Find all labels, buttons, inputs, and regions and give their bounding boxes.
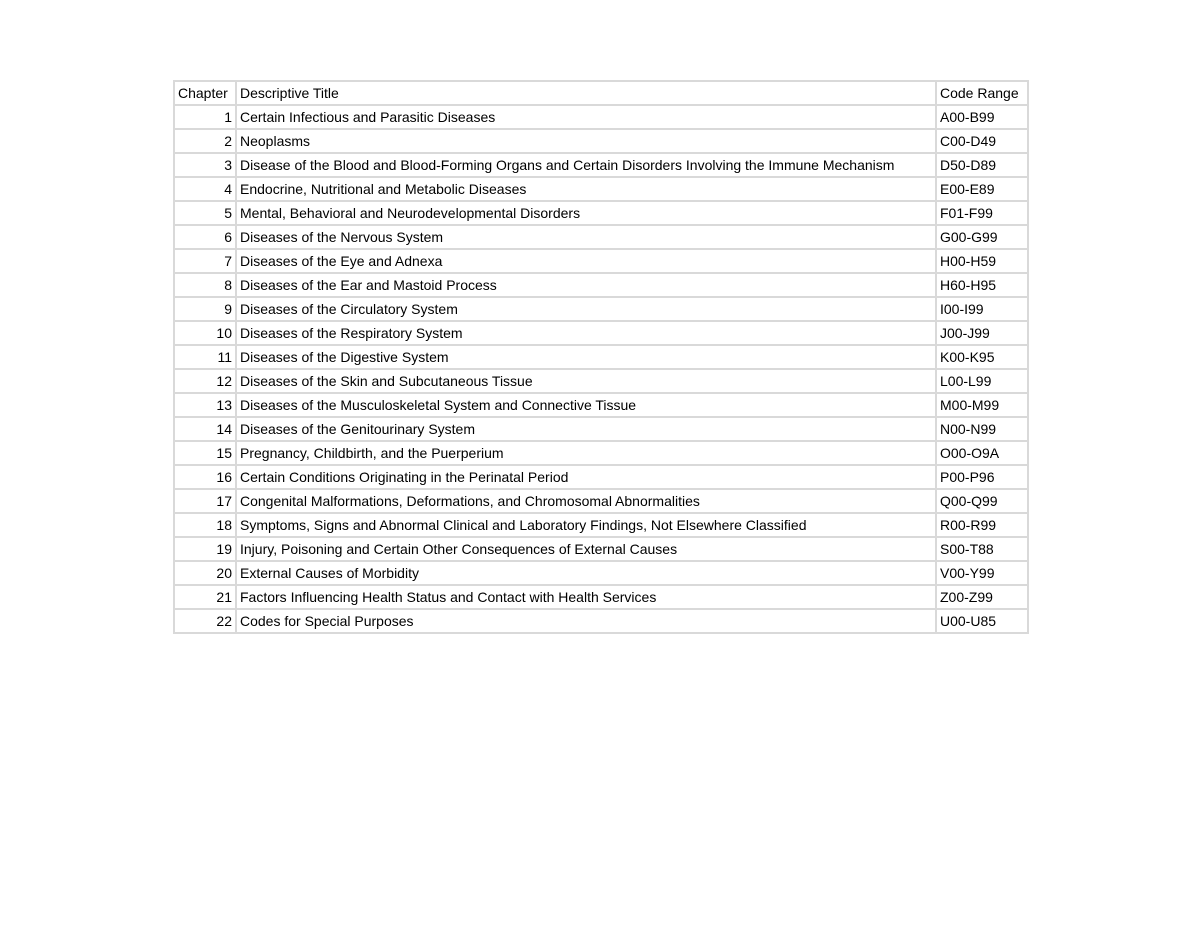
chapter-number: 3 [174, 153, 236, 177]
table-row [174, 273, 1028, 297]
table-row [174, 393, 1028, 417]
chapter-title: External Causes of Morbidity [236, 561, 936, 585]
code-range: F01-F99 [936, 201, 1028, 225]
table-row [174, 465, 1028, 489]
header-code-range: Code Range [936, 81, 1028, 105]
chapter-number: 7 [174, 249, 236, 273]
table-row [174, 513, 1028, 537]
table-row [174, 585, 1028, 609]
chapter-title: Diseases of the Ear and Mastoid Process [236, 273, 936, 297]
code-range: D50-D89 [936, 153, 1028, 177]
chapter-number: 20 [174, 561, 236, 585]
chapter-title: Congenital Malformations, Deformations, and Chromosomal Abnormalities [236, 489, 936, 513]
chapter-number: 10 [174, 321, 236, 345]
table-row [174, 441, 1028, 465]
table-row [174, 369, 1028, 393]
code-range: K00-K95 [936, 345, 1028, 369]
chapter-title: Diseases of the Nervous System [236, 225, 936, 249]
code-range: H60-H95 [936, 273, 1028, 297]
table-row [174, 177, 1028, 201]
table-row [174, 297, 1028, 321]
chapter-number: 4 [174, 177, 236, 201]
header-chapter: Chapter [174, 81, 236, 105]
code-range: L00-L99 [936, 369, 1028, 393]
chapter-number: 17 [174, 489, 236, 513]
chapter-number: 9 [174, 297, 236, 321]
code-range: S00-T88 [936, 537, 1028, 561]
header-descriptive-title: Descriptive Title [236, 81, 936, 105]
chapter-title: Symptoms, Signs and Abnormal Clinical and Laboratory Findings, Not Elsewhere Classified [236, 513, 936, 537]
table-row [174, 249, 1028, 273]
code-range: J00-J99 [936, 321, 1028, 345]
chapter-number: 5 [174, 201, 236, 225]
chapter-title: Codes for Special Purposes [236, 609, 936, 633]
table-row [174, 129, 1028, 153]
chapter-title: Diseases of the Musculoskeletal System and Connective Tissue [236, 393, 936, 417]
chapter-title: Disease of the Blood and Blood-Forming Organs and Certain Disorders Involving the Immune Mechanism [236, 153, 936, 177]
chapter-title: Diseases of the Genitourinary System [236, 417, 936, 441]
table-row [174, 105, 1028, 129]
chapter-number: 18 [174, 513, 236, 537]
code-range: M00-M99 [936, 393, 1028, 417]
chapter-title: Diseases of the Eye and Adnexa [236, 249, 936, 273]
chapter-number: 12 [174, 369, 236, 393]
chapter-title: Neoplasms [236, 129, 936, 153]
table-row [174, 489, 1028, 513]
table-row [174, 537, 1028, 561]
chapter-number: 14 [174, 417, 236, 441]
chapter-number: 15 [174, 441, 236, 465]
chapter-number: 11 [174, 345, 236, 369]
table-row [174, 201, 1028, 225]
chapter-title: Diseases of the Digestive System [236, 345, 936, 369]
chapter-title: Diseases of the Respiratory System [236, 321, 936, 345]
table-row [174, 609, 1028, 633]
chapter-number: 2 [174, 129, 236, 153]
code-range: G00-G99 [936, 225, 1028, 249]
chapter-title: Endocrine, Nutritional and Metabolic Diseases [236, 177, 936, 201]
table-row [174, 225, 1028, 249]
table-row [174, 561, 1028, 585]
code-range: O00-O9A [936, 441, 1028, 465]
code-range: C00-D49 [936, 129, 1028, 153]
code-range: Z00-Z99 [936, 585, 1028, 609]
chapter-number: 8 [174, 273, 236, 297]
chapter-number: 6 [174, 225, 236, 249]
chapter-title: Injury, Poisoning and Certain Other Consequences of External Causes [236, 537, 936, 561]
chapter-title: Pregnancy, Childbirth, and the Puerperium [236, 441, 936, 465]
chapter-number: 19 [174, 537, 236, 561]
code-range: R00-R99 [936, 513, 1028, 537]
table-header-row [174, 81, 1028, 105]
code-range: E00-E89 [936, 177, 1028, 201]
code-range: U00-U85 [936, 609, 1028, 633]
table-body [174, 105, 1028, 633]
chapter-number: 21 [174, 585, 236, 609]
chapter-title: Factors Influencing Health Status and Contact with Health Services [236, 585, 936, 609]
chapter-title: Diseases of the Skin and Subcutaneous Tissue [236, 369, 936, 393]
chapter-title: Certain Infectious and Parasitic Diseases [236, 105, 936, 129]
code-range: I00-I99 [936, 297, 1028, 321]
icd-chapter-table [173, 80, 1029, 634]
chapter-number: 22 [174, 609, 236, 633]
code-range: Q00-Q99 [936, 489, 1028, 513]
chapter-number: 16 [174, 465, 236, 489]
table-row [174, 153, 1028, 177]
table-row [174, 417, 1028, 441]
chapter-number: 1 [174, 105, 236, 129]
code-range: H00-H59 [936, 249, 1028, 273]
code-range: A00-B99 [936, 105, 1028, 129]
chapter-title: Diseases of the Circulatory System [236, 297, 936, 321]
chapter-title: Mental, Behavioral and Neurodevelopmental Disorders [236, 201, 936, 225]
code-range: P00-P96 [936, 465, 1028, 489]
table-row [174, 345, 1028, 369]
chapter-title: Certain Conditions Originating in the Perinatal Period [236, 465, 936, 489]
icd-chapter-table-container [173, 80, 1029, 634]
table-row [174, 321, 1028, 345]
chapter-number: 13 [174, 393, 236, 417]
code-range: N00-N99 [936, 417, 1028, 441]
code-range: V00-Y99 [936, 561, 1028, 585]
